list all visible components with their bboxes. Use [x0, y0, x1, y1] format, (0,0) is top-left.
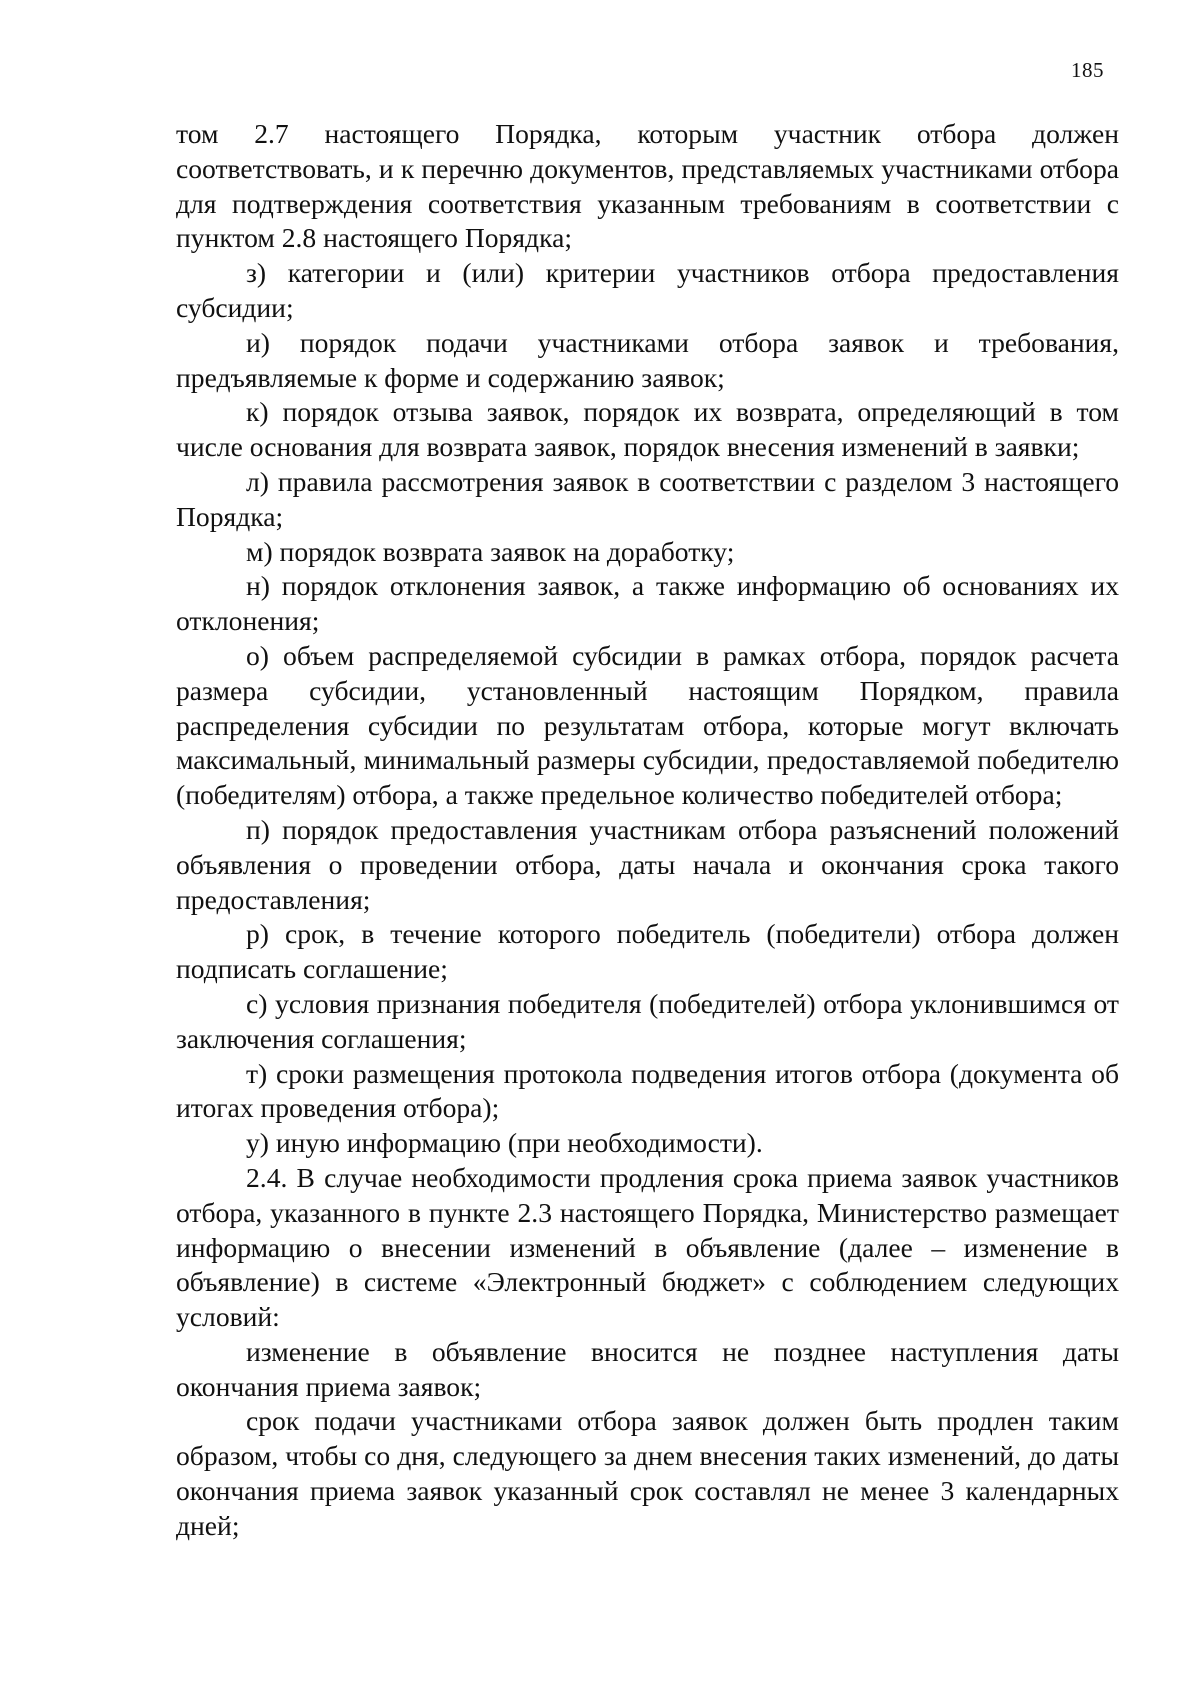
paragraph: 2.4. В случае необходимости продления срока приема заявок участников отбора, указанного в пункте 2.3 настоящего Порядка, Министерство размещает информацию о внесении изменений в объявление (далее – изменение в объявление) в системе «Электронный бюджет» с соблюдением следующих условий: [176, 1161, 1119, 1333]
paragraph: м) порядок возврата заявок на доработку; [246, 535, 735, 567]
page-number: 185 [1071, 58, 1104, 82]
paragraph: изменение в объявление вносится не позднее наступления даты окончания приема заявок; [176, 1335, 1119, 1402]
paragraph: том 2.7 настоящего Порядка, которым участник отбора должен соответствовать, и к перечню документов, представляемых участниками отбора для подтверждения соответствия указанным требованиям в соответствии с пунктом 2.8 настоящего Порядка; [176, 118, 1119, 254]
paragraph: у) иную информацию (при необходимости). [246, 1127, 763, 1159]
paragraph: р) срок, в течение которого победитель (победители) отбора должен подписать соглашение; [176, 918, 1119, 985]
paragraph: и) порядок подачи участниками отбора заявок и требования, предъявляемые к форме и содержанию заявок; [176, 326, 1119, 393]
paragraph: з) категории и (или) критерии участников отбора предоставления субсидии; [176, 257, 1119, 323]
paragraph: срок подачи участниками отбора заявок должен быть продлен таким образом, чтобы со дня, следующего за днем внесения таких изменений, до даты окончания приема заявок указанный срок составлял не менее 3 календарных дней; [176, 1405, 1119, 1541]
paragraph: о) объем распределяемой субсидии в рамках отбора, порядок расчета размера субсидии, установленный настоящим Порядком, правила распределения субсидии по результатам отбора, которые могут включать максимальный, минимальный размеры субсидии, предоставляемой победителю (победителям) отбора, а также предельное количество победителей отбора; [176, 639, 1119, 811]
document-body [176, 117, 1119, 1544]
paragraph: с) условия признания победителя (победителей) отбора уклонившимся от заключения соглашения; [176, 987, 1119, 1054]
paragraph: к) порядок отзыва заявок, порядок их возврата, определяющий в том числе основания для возврата заявок, порядок внесения изменений в заявки; [176, 396, 1119, 463]
paragraph: п) порядок предоставления участникам отбора разъяснений положений объявления о проведении отбора, даты начала и окончания срока такого предоставления; [176, 813, 1119, 915]
paragraph: л) правила рассмотрения заявок в соответствии с разделом 3 настоящего Порядка; [176, 465, 1119, 532]
paragraph: н) порядок отклонения заявок, а также информацию об основаниях их отклонения; [176, 570, 1119, 637]
paragraph: т) сроки размещения протокола подведения итогов отбора (документа об итогах проведения отбора); [176, 1057, 1119, 1124]
